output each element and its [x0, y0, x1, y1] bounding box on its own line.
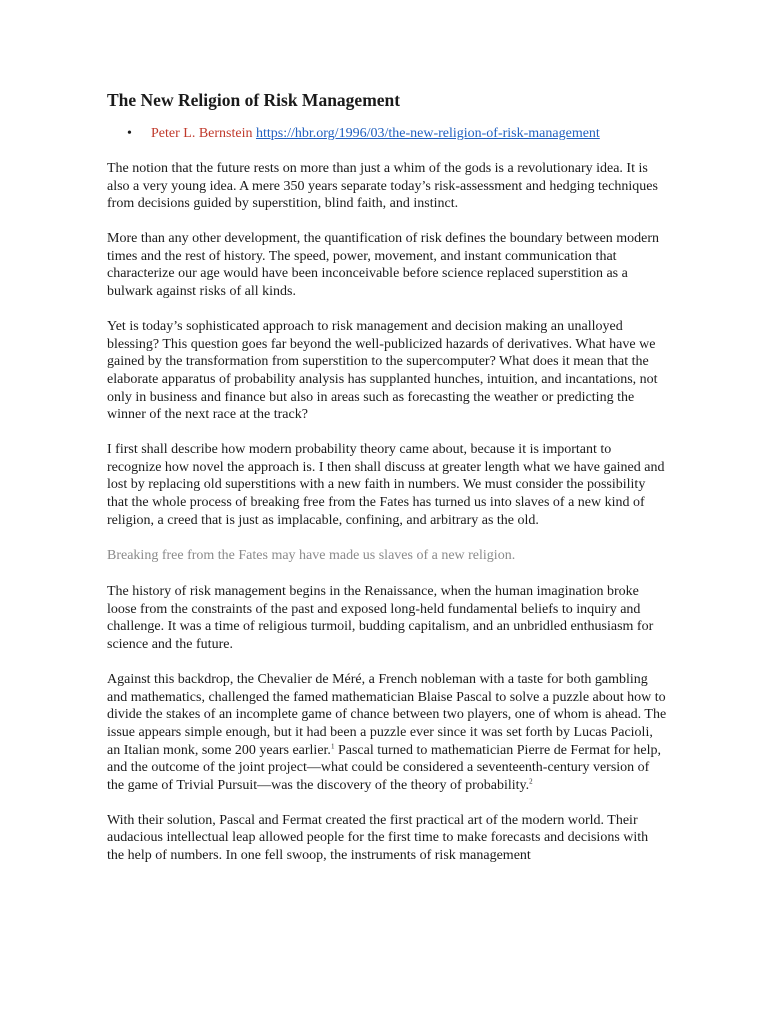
bullet-icon: •	[127, 126, 132, 141]
footnote-2[interactable]: 2	[529, 777, 533, 786]
article-title: The New Religion of Risk Management	[107, 90, 401, 110]
source-list-item	[127, 124, 667, 144]
paragraph-history: The history of risk management begins in the Renaissance, when the human imagination broke loose from the constraints of the past and exposed long-held fundamental beliefs to inquiry and challenge. It was a time of religious turmoil, budding capitalism, and an unbridled enthusiasm for science and the future.	[107, 584, 654, 653]
paragraph-2: More than any other development, the quantification of risk defines the boundary between modern times and the rest of history. The speed, power, movement, and instant communication that characterize our age would have been inconceivable before science replaced superstition as a bulwark against risks of all kinds.	[107, 231, 660, 300]
paragraph-pascal-part2: Pascal turned to mathematician Pierre de Fermat for help, and the outcome of the joint project—what could be considered a seventeenth-century version of the game of Trivial Pursuit—was the discovery of the theory of probability.	[107, 742, 661, 793]
source-link[interactable]: https://hbr.org/1996/03/the-new-religion-of-risk-management	[255, 126, 600, 141]
paragraph-1: The notion that the future rests on more than just a whim of the gods is a revolutionary idea. It is also a very young idea. A mere 350 years separate today’s risk-assessment and hedging techniques from decisions guided by superstition, blind faith, and instinct.	[107, 161, 658, 212]
article-body	[107, 88, 667, 882]
paragraph-pascal-part1: Against this backdrop, the Chevalier de Méré, a French nobleman with a taste for both gambling and mathematics, challenged the famed mathematician Blaise Pascal to solve a puzzle about how to divide the stakes of an incomplete game of chance between two players, one of whom is ahead. The issue appears simple enough, but it had been a puzzle ever since it was set forth by Lucas Pacioli, an Italian monk, some 200 years earlier.	[107, 672, 667, 758]
paragraph-4: I first shall describe how modern probability theory came about, because it is important to recognize how novel the approach is. I then shall discuss at greater length what we have gained and lost by replacing old superstitions with a new faith in numbers. We must consider the possibility that the whole process of breaking free from the Fates has turned us into slaves of a new kind of religion, a creed that is just as implacable, confining, and arbitrary as the old.	[107, 442, 665, 528]
paragraph-3: Yet is today’s sophisticated approach to risk management and decision making an unalloyed blessing? This question goes far beyond the well-publicized hazards of derivatives. What have we gained by the transformation from superstition to the supercomputer? What does it mean that the elaborate apparatus of probability analysis has supplanted hunches, intuition, and incantations, not only in business and finance but also in areas such as forecasting the weather or predicting the winner of the next race at the track?	[107, 319, 658, 423]
paragraph-last: With their solution, Pascal and Fermat created the first practical art of the modern world. Their audacious intellectual leap allowed people for the first time to make forecasts and decisions with the help of numbers. In one fell swoop, the instruments of risk management	[107, 812, 649, 863]
paragraph-pascal	[107, 671, 667, 794]
footnote-1[interactable]: 1	[330, 741, 335, 750]
pull-quote: Breaking free from the Fates may have made us slaves of a new religion.	[107, 547, 516, 563]
source-list	[107, 124, 667, 144]
author-name: Peter L. Bernstein	[151, 126, 253, 141]
